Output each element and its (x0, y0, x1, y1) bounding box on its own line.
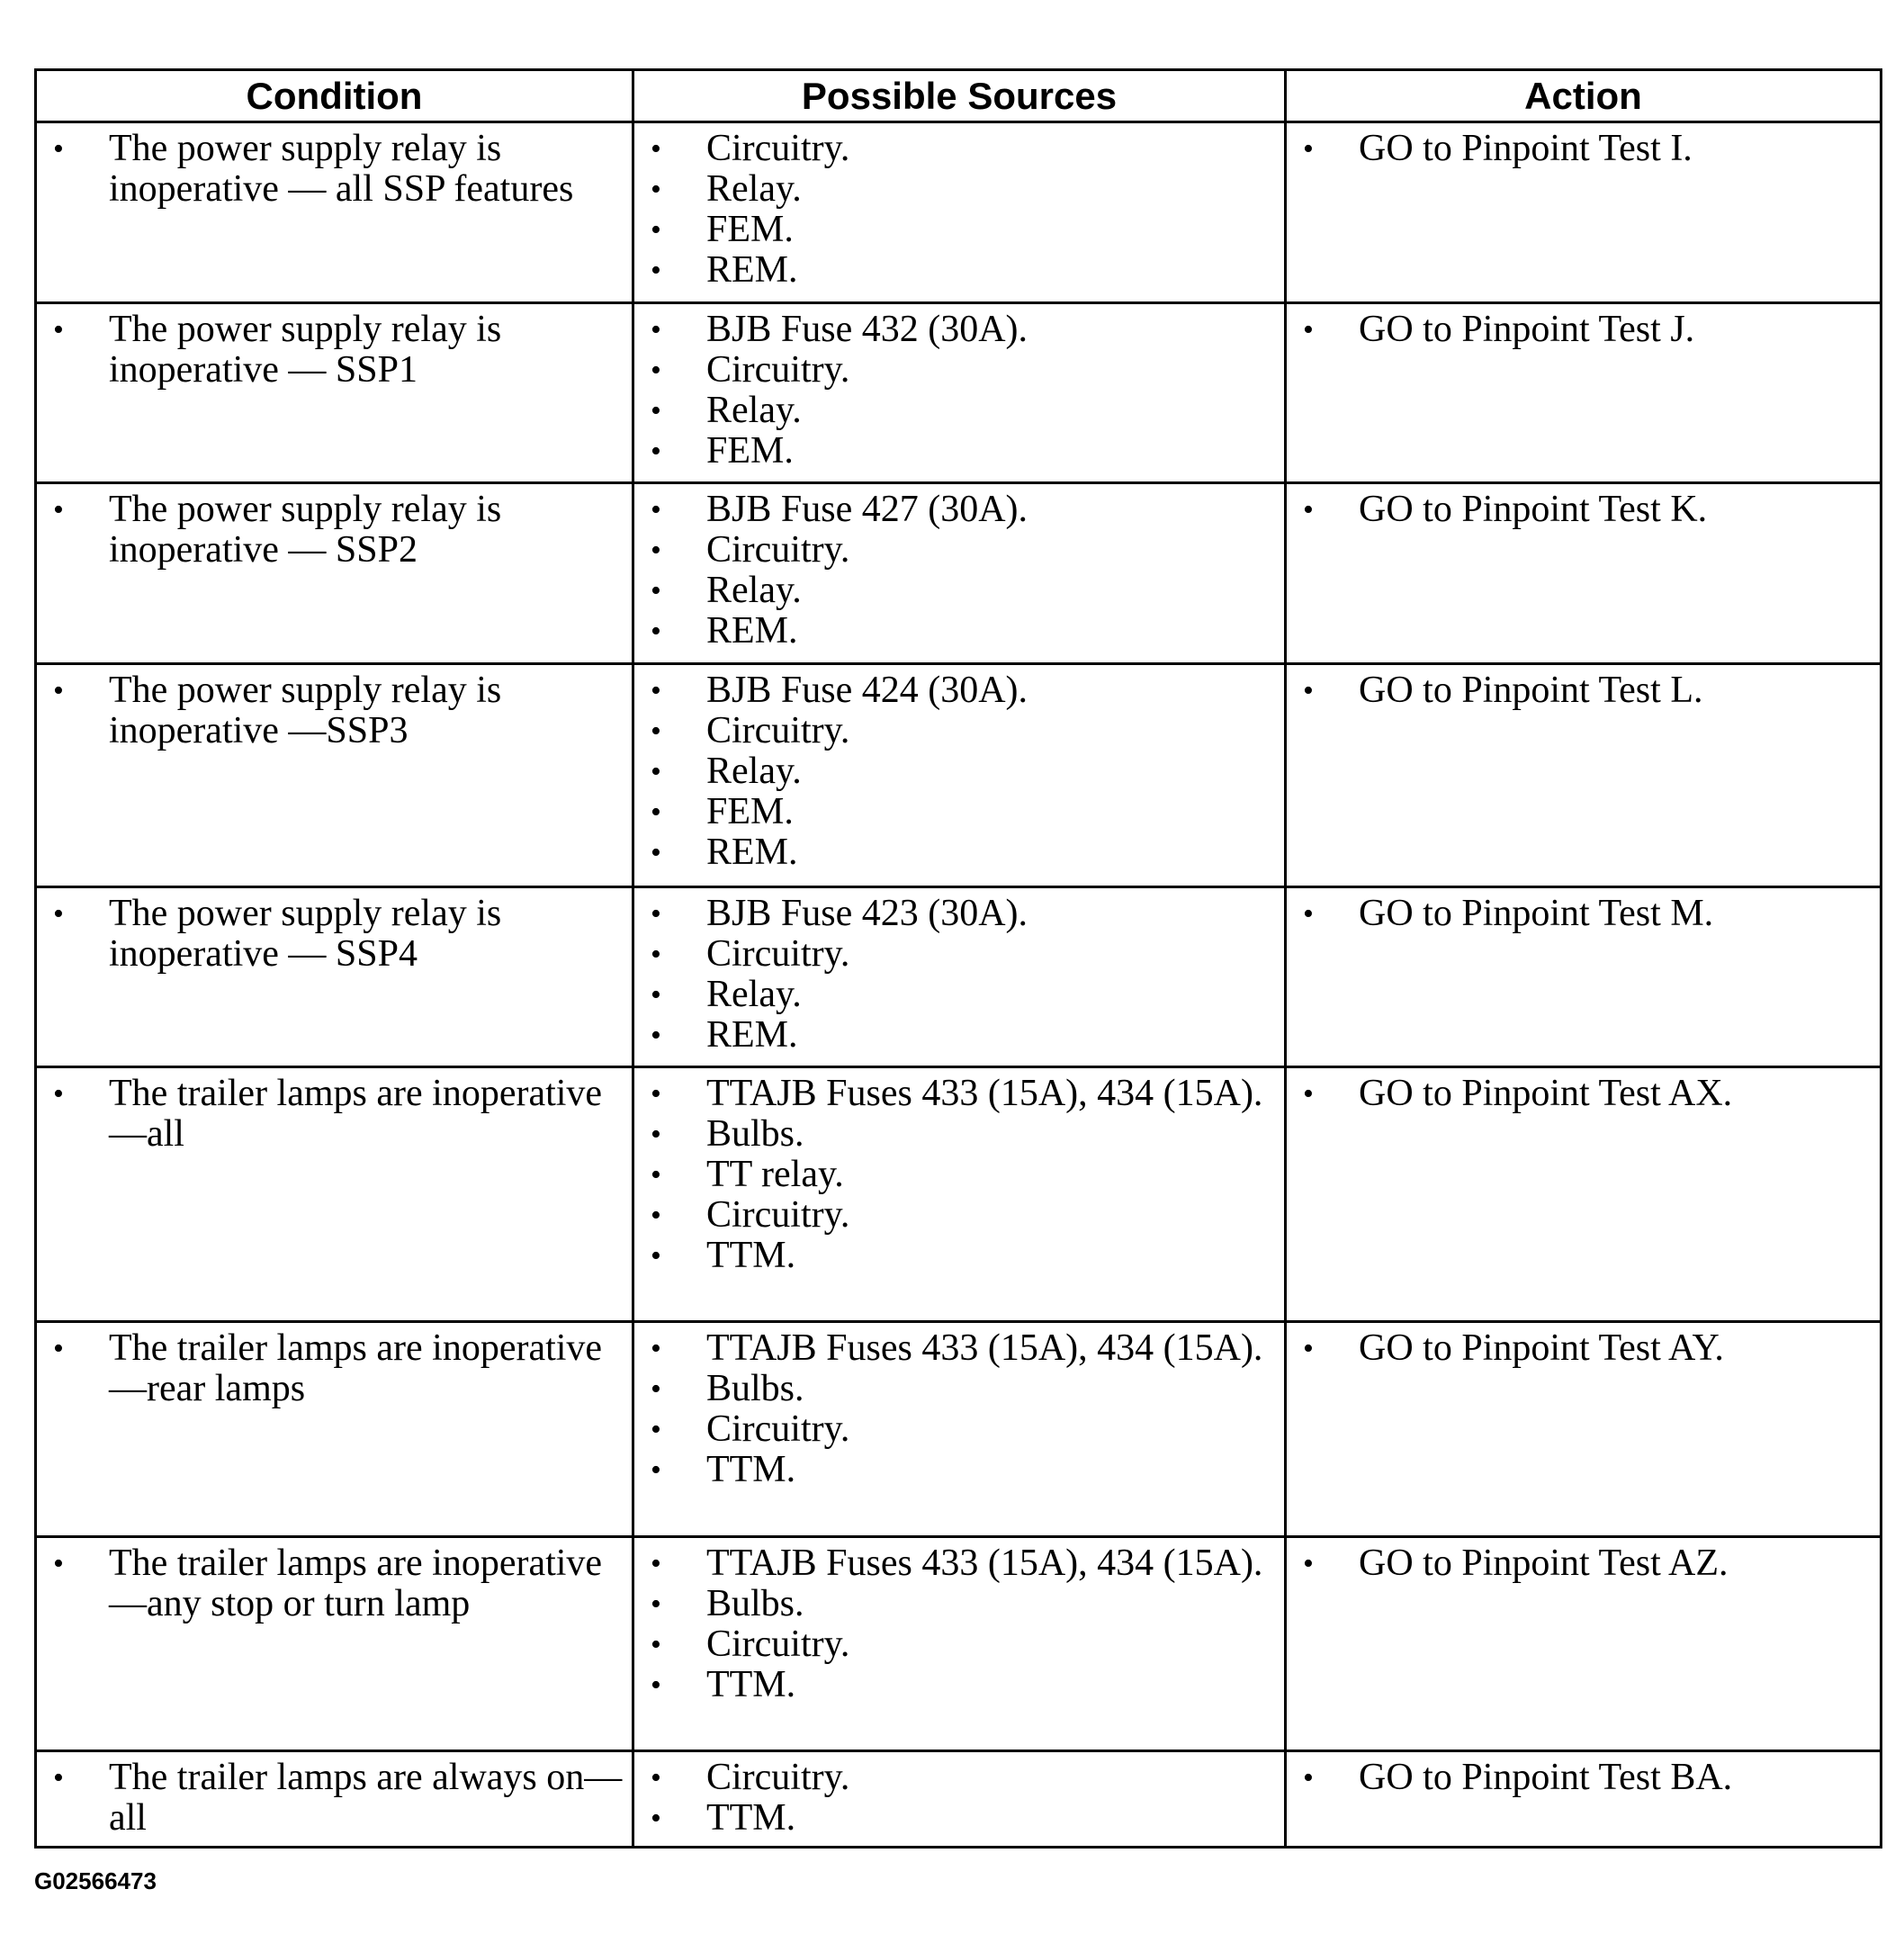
source-item: • Bulbs. (642, 1584, 1277, 1624)
sources-list (642, 1758, 1277, 1839)
action-cell (1286, 1067, 1882, 1322)
source-item: • Relay. (642, 391, 1277, 431)
source-item: • Relay. (642, 751, 1277, 792)
condition-list (44, 894, 624, 975)
condition-text: • The power supply relay is inoperative — all SSP features (44, 129, 624, 210)
condition-list (44, 670, 624, 751)
source-item: • BJB Fuse 424 (30A). (642, 670, 1277, 711)
source-item: • TTAJB Fuses 433 (15A), 434 (15A). (642, 1543, 1277, 1584)
action-list (1294, 129, 1873, 169)
sources-list (642, 1328, 1277, 1490)
table-row (36, 1750, 1882, 1847)
action-list (1294, 1328, 1873, 1369)
table-row (36, 302, 1882, 483)
action-list (1294, 310, 1873, 350)
table-header-row (36, 70, 1882, 122)
table-row (36, 1322, 1882, 1536)
sources-cell (633, 122, 1286, 303)
sources-list (642, 670, 1277, 873)
condition-cell (36, 1750, 633, 1847)
sources-cell (633, 664, 1286, 887)
action-text: • GO to Pinpoint Test AY. (1294, 1328, 1873, 1369)
sources-list (642, 490, 1277, 652)
source-item: • TTAJB Fuses 433 (15A), 434 (15A). (642, 1328, 1277, 1369)
action-text: • GO to Pinpoint Test BA. (1294, 1758, 1873, 1798)
action-cell (1286, 122, 1882, 303)
source-item: • Circuitry. (642, 711, 1277, 751)
source-item: • Circuitry. (642, 530, 1277, 571)
condition-cell (36, 1536, 633, 1750)
action-text: • GO to Pinpoint Test AX. (1294, 1074, 1873, 1114)
action-text: • GO to Pinpoint Test AZ. (1294, 1543, 1873, 1584)
figure-id: G02566473 (34, 1867, 157, 1894)
sources-list (642, 129, 1277, 291)
header-condition: Condition (36, 70, 633, 122)
source-item: • Circuitry. (642, 129, 1277, 169)
table-row (36, 664, 1882, 887)
condition-cell (36, 483, 633, 664)
source-item: • Circuitry. (642, 350, 1277, 391)
action-text: • GO to Pinpoint Test I. (1294, 129, 1873, 169)
source-item: • FEM. (642, 431, 1277, 472)
source-item: • Relay. (642, 169, 1277, 210)
source-item: • Relay. (642, 571, 1277, 611)
condition-list (44, 1758, 624, 1839)
condition-text: • The power supply relay is inoperative — SSP4 (44, 894, 624, 975)
condition-list (44, 490, 624, 571)
condition-list (44, 1543, 624, 1624)
source-item: • Circuitry. (642, 934, 1277, 975)
action-text: • GO to Pinpoint Test J. (1294, 310, 1873, 350)
condition-text: • The trailer lamps are inoperative—any stop or turn lamp (44, 1543, 624, 1624)
sources-cell (633, 302, 1286, 483)
diagnosis-table (34, 68, 1882, 1849)
sources-cell (633, 886, 1286, 1067)
action-cell (1286, 886, 1882, 1067)
source-item: • BJB Fuse 423 (30A). (642, 894, 1277, 934)
source-item: • TTM. (642, 1450, 1277, 1490)
source-item: • TT relay. (642, 1155, 1277, 1195)
condition-list (44, 1328, 624, 1409)
condition-cell (36, 302, 633, 483)
source-item: • REM. (642, 611, 1277, 652)
action-cell (1286, 483, 1882, 664)
action-cell (1286, 1536, 1882, 1750)
source-item: • Circuitry. (642, 1409, 1277, 1450)
source-item: • Bulbs. (642, 1369, 1277, 1409)
header-action: Action (1286, 70, 1882, 122)
source-item: • Circuitry. (642, 1195, 1277, 1236)
action-cell (1286, 1322, 1882, 1536)
sources-cell (633, 1536, 1286, 1750)
sources-cell (633, 1067, 1286, 1322)
source-item: • Circuitry. (642, 1624, 1277, 1665)
source-item: • TTM. (642, 1798, 1277, 1839)
source-item: • Relay. (642, 975, 1277, 1015)
source-item: • TTAJB Fuses 433 (15A), 434 (15A). (642, 1074, 1277, 1114)
action-text: • GO to Pinpoint Test M. (1294, 894, 1873, 934)
source-item: • Circuitry. (642, 1758, 1277, 1798)
table-row (36, 1536, 1882, 1750)
action-cell (1286, 302, 1882, 483)
condition-cell (36, 122, 633, 303)
action-text: • GO to Pinpoint Test L. (1294, 670, 1873, 711)
source-item: • FEM. (642, 792, 1277, 832)
table-row (36, 122, 1882, 303)
table-row (36, 886, 1882, 1067)
table-row (36, 483, 1882, 664)
condition-list (44, 1074, 624, 1155)
condition-cell (36, 664, 633, 887)
action-list (1294, 1543, 1873, 1584)
action-cell (1286, 664, 1882, 887)
action-list (1294, 1758, 1873, 1798)
source-item: • Bulbs. (642, 1114, 1277, 1155)
source-item: • REM. (642, 250, 1277, 291)
condition-text: • The power supply relay is inoperative — SSP1 (44, 310, 624, 391)
source-item: • REM. (642, 832, 1277, 873)
condition-cell (36, 1322, 633, 1536)
sources-list (642, 310, 1277, 472)
condition-text: • The trailer lamps are inoperative—all (44, 1074, 624, 1155)
condition-text: • The trailer lamps are always on—all (44, 1758, 624, 1839)
action-cell (1286, 1750, 1882, 1847)
source-item: • TTM. (642, 1665, 1277, 1705)
condition-text: • The power supply relay is inoperative —SSP3 (44, 670, 624, 751)
table-row (36, 1067, 1882, 1322)
condition-text: • The trailer lamps are inoperative—rear lamps (44, 1328, 624, 1409)
action-list (1294, 490, 1873, 530)
table-body (36, 122, 1882, 1848)
action-list (1294, 894, 1873, 934)
condition-list (44, 310, 624, 391)
source-item: • BJB Fuse 427 (30A). (642, 490, 1277, 530)
condition-list (44, 129, 624, 210)
source-item: • FEM. (642, 210, 1277, 250)
condition-cell (36, 1067, 633, 1322)
sources-list (642, 1074, 1277, 1276)
source-item: • REM. (642, 1015, 1277, 1056)
action-list (1294, 1074, 1873, 1114)
source-item: • BJB Fuse 432 (30A). (642, 310, 1277, 350)
action-list (1294, 670, 1873, 711)
sources-list (642, 894, 1277, 1056)
sources-cell (633, 1750, 1286, 1847)
sources-list (642, 1543, 1277, 1705)
action-text: • GO to Pinpoint Test K. (1294, 490, 1873, 530)
condition-text: • The power supply relay is inoperative — SSP2 (44, 490, 624, 571)
sources-cell (633, 1322, 1286, 1536)
sources-cell (633, 483, 1286, 664)
source-item: • TTM. (642, 1236, 1277, 1276)
condition-cell (36, 886, 633, 1067)
header-possible-sources: Possible Sources (633, 70, 1286, 122)
